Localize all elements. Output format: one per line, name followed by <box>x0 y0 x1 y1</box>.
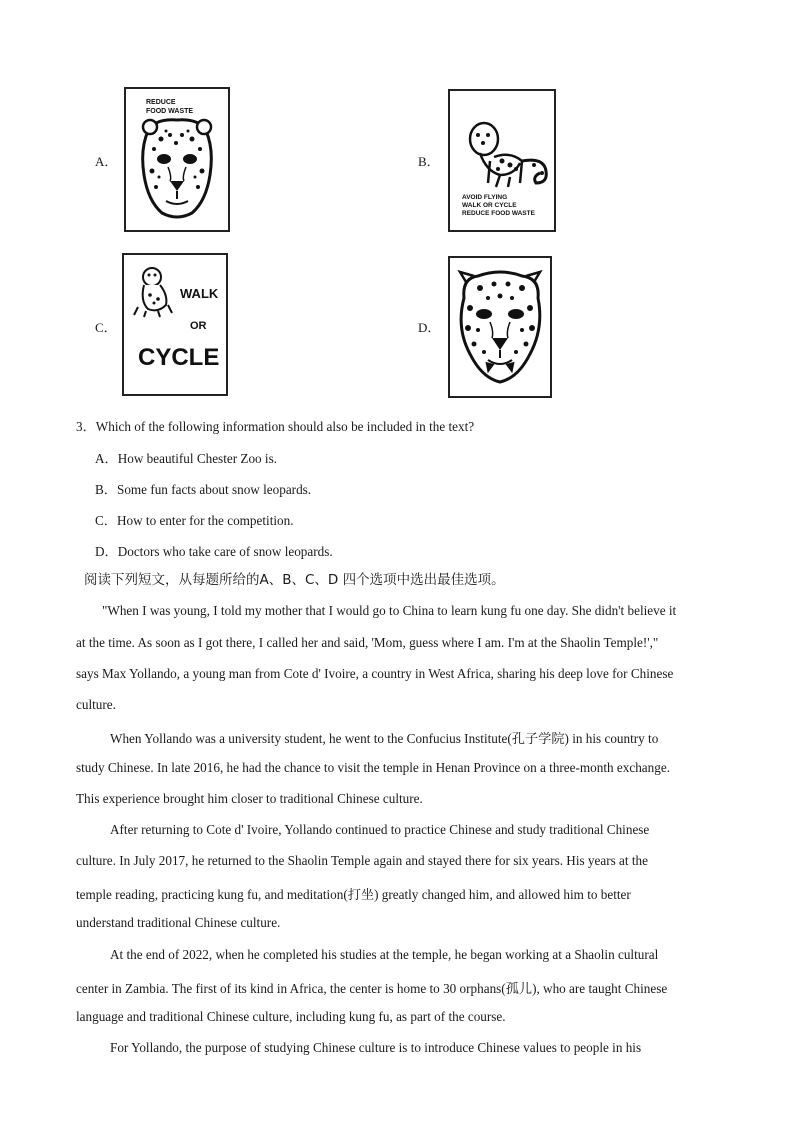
passage-line: understand traditional Chinese culture. <box>76 915 281 930</box>
passage-line: temple reading, practicing kung fu, and meditation(打坐) greatly changed him, and allowed him to better <box>76 887 631 902</box>
poster-b-line-3: REDUCE FOOD WASTE <box>462 210 535 217</box>
poster-b <box>448 89 556 232</box>
option-b-label: B． <box>418 154 440 169</box>
option-d-label: D． <box>418 320 441 335</box>
poster-c-line-3: CYCLE <box>138 344 220 371</box>
poster-a <box>124 87 230 232</box>
option-c-label: C． <box>95 320 117 335</box>
poster-b-line-2: WALK OR CYCLE <box>462 202 517 209</box>
passage-line: culture. <box>76 697 116 712</box>
option-a-label: A． <box>95 154 118 169</box>
passage-line: language and traditional Chinese culture, including kung fu, as part of the course. <box>76 1009 506 1024</box>
poster-c <box>122 253 228 396</box>
question-3-stem: 3．Which of the following information should also be included in the text? <box>76 419 475 434</box>
passage-line: at the time. As soon as I got there, I called her and said, 'Mom, guess where I am. I'm at the Shaolin Temple!'," <box>76 635 659 650</box>
passage-line: culture. In July 2017, he returned to the Shaolin Temple again and stayed there for six years. His years at the <box>76 853 648 868</box>
poster-a-line-2: FOOD WASTE <box>146 108 194 115</box>
poster-a-line-1: REDUCE <box>146 99 176 106</box>
poster-c-line-1: WALK <box>180 286 219 301</box>
leopard-cub-icon <box>124 255 226 394</box>
question-3-choice-a: A．How beautiful Chester Zoo is. <box>95 451 278 466</box>
passage-line: For Yollando, the purpose of studying Chinese culture is to introduce Chinese values to people in his <box>110 1040 642 1055</box>
passage-line: study Chinese. In late 2016, he had the chance to visit the temple in Henan Province on a three-month exchange. <box>76 760 670 775</box>
passage-line: When Yollando was a university student, he went to the Confucius Institute(孔子学院) in his country to <box>110 731 659 746</box>
poster-b-line-1: AVOID FLYING <box>462 194 508 201</box>
leopard-face-icon <box>126 89 228 230</box>
poster-c-line-2: OR <box>190 320 207 332</box>
passage-line: "When I was young, I told my mother that I would go to China to learn kung fu one day. She didn't believe it <box>102 603 677 618</box>
section-instruction: 阅读下列短文，从每题所给的A、B、C、D 四个选项中选出最佳选项。 <box>84 572 505 588</box>
passage-line: says Max Yollando, a young man from Cote d' Ivoire, a country in West Africa, sharing his deep love for Chinese <box>76 666 674 681</box>
question-3-choice-c: C．How to enter for the competition. <box>95 513 294 528</box>
passage-line: center in Zambia. The first of its kind in Africa, the center is home to 30 orphans(孤儿), who are taught Chinese <box>76 981 668 996</box>
question-3-choice-b: B．Some fun facts about snow leopards. <box>95 482 312 497</box>
passage-line: At the end of 2022, when he completed his studies at the temple, he began working at a Shaolin cultural <box>110 947 659 962</box>
passage-line: After returning to Cote d' Ivoire, Yollando continued to practice Chinese and study traditional Chinese <box>110 822 650 837</box>
question-3-choice-d: D．Doctors who take care of snow leopards. <box>95 544 333 559</box>
passage-line: This experience brought him closer to traditional Chinese culture. <box>76 791 423 806</box>
leopard-head-icon <box>450 258 550 396</box>
poster-d <box>448 256 552 398</box>
